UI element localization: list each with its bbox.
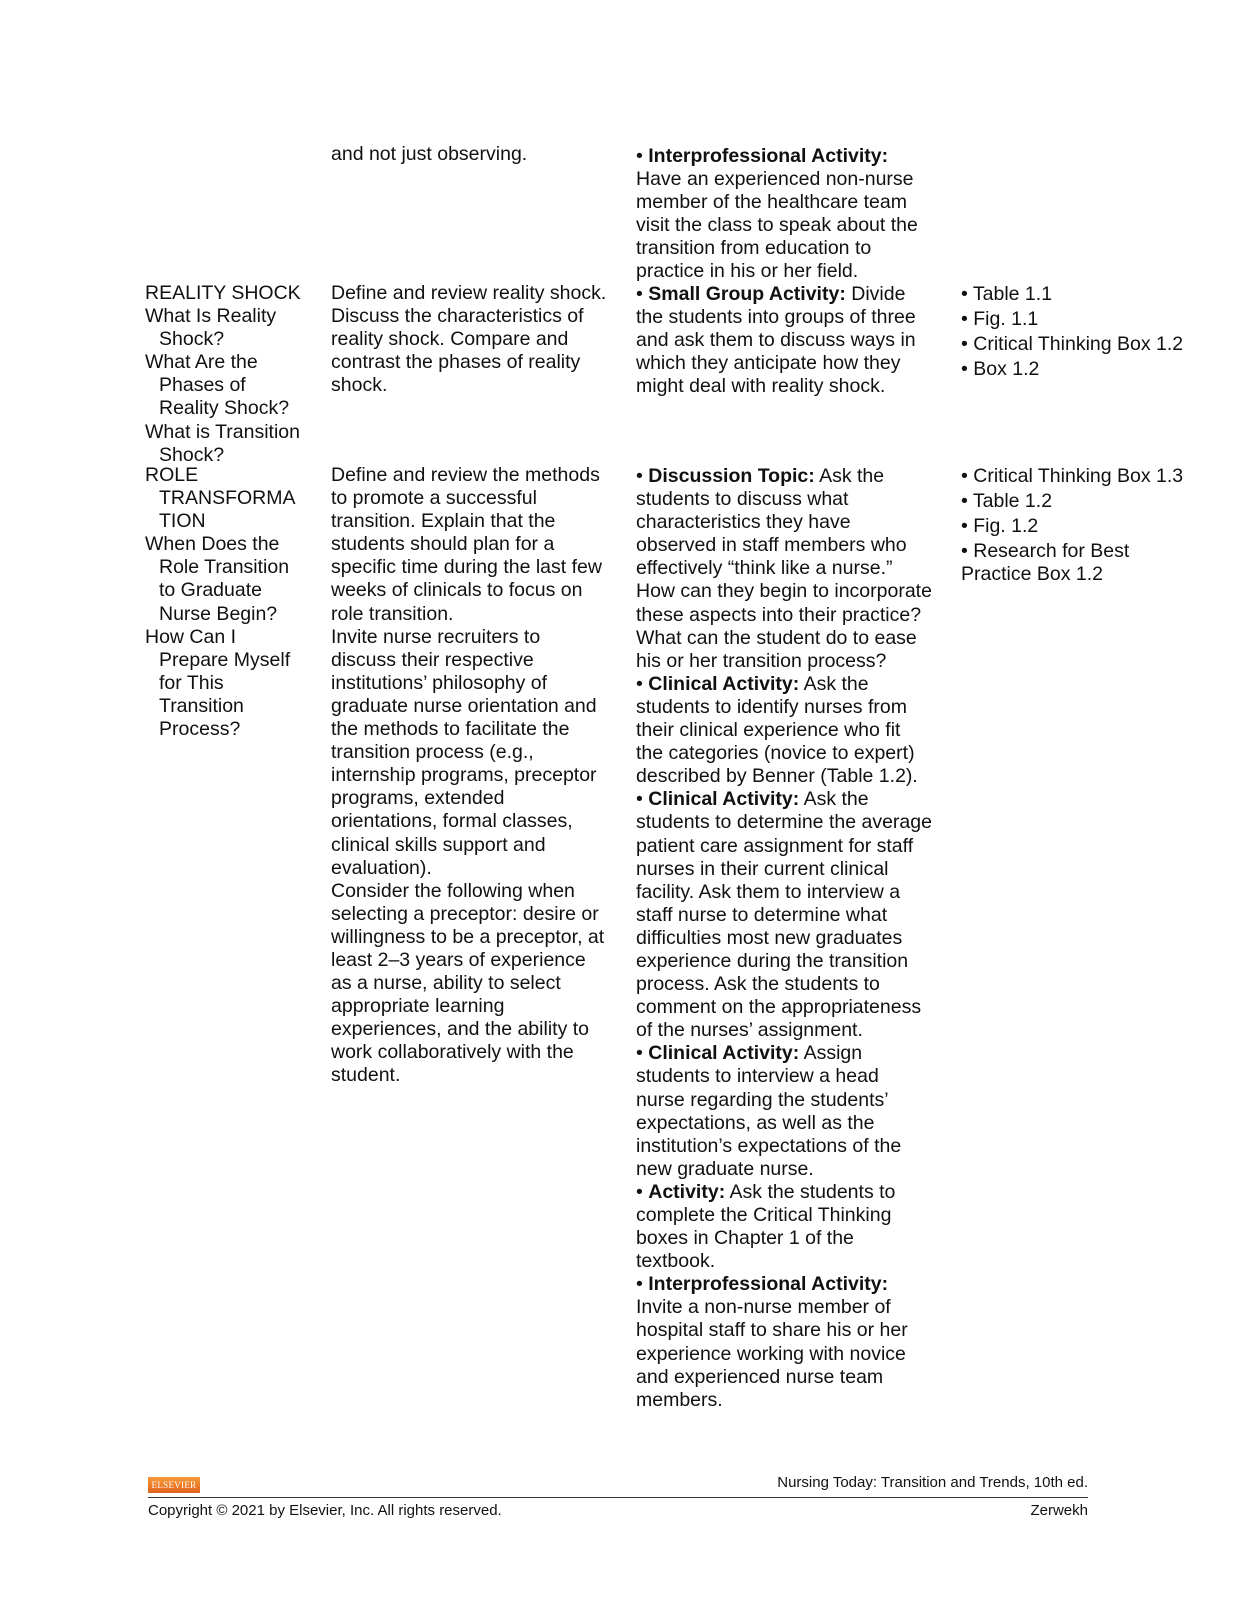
topic-question: What Is Reality (145, 305, 277, 328)
resource-item: • Research for Best (961, 539, 1130, 562)
row1-activities (636, 283, 946, 398)
book-title: Nursing Today: Transition and Trends, 10th ed. (777, 1474, 1088, 1491)
elsevier-logo: ELSEVIER (148, 1477, 200, 1493)
activity-label: Interprofessional Activity: (648, 1273, 889, 1296)
activity-item: • Clinical Activity: Ask the students to identify nurses from their clinical experience who fit the categories (novice to expert) described by Benner (Table 1.2). (636, 672, 918, 788)
topic-question: What is Transition (145, 420, 300, 443)
activity-label: Clinical Activity: (648, 788, 800, 811)
activity-item: • Interprofessional Activity: Have an experienced non-nurse member of the healthcare team visit the class to speak about the transition from education to practice in his or her field. (636, 145, 918, 283)
resource-item: • Critical Thinking Box 1.3 (961, 465, 1184, 487)
activity-label: Small Group Activity: (648, 283, 846, 305)
topic-heading: ROLE (145, 464, 199, 486)
row1-topics: REALITY SHOCK What Is Reality Shock? What Are the Phases of Reality Shock? What is Transition Shock? (145, 282, 315, 467)
activity-label: Discussion Topic: (648, 465, 815, 487)
row0-content (331, 143, 621, 166)
row2-content: Define and review the methods to promote a successful transition. Explain that the students should plan for a specific time during the last few weeks of clinicals to focus on role transition. Invite nurse recruiters to discuss their respective institutions’ philosophy of graduate nurse orientation and the methods to facilitate the transition process (e.g., internship programs, preceptor programs, extended orientations, formal classes, clinical skills support and evaluation). Consider the following when selecting a preceptor: desire or willingness to be a preceptor, at least 2–3 years of experience as a nurse, ability to select appropriate learning experiences, and the ability to work collaboratively with the student. (331, 464, 605, 1087)
activity-label: Activity: (648, 1180, 726, 1203)
resource-item: • Table 1.2 (961, 489, 1053, 512)
activity-label: Clinical Activity: (648, 1042, 800, 1065)
copyright: Copyright © 2021 by Elsevier, Inc. All rights reserved. (148, 1502, 502, 1519)
topic-question: What Are the (145, 351, 258, 374)
row2-activities (636, 465, 946, 1412)
footer-top (148, 1474, 1088, 1496)
topic-heading: REALITY SHOCK (145, 282, 301, 304)
activity-label: Interprofessional Activity: (648, 145, 889, 167)
row0-activities (636, 145, 946, 284)
content-line: and not just observing. (331, 143, 528, 165)
resource-item: • Fig. 1.1 (961, 307, 1039, 330)
resource-item: • Fig. 1.2 (961, 514, 1039, 537)
resource-item: Practice Box 1.2 (961, 562, 1103, 585)
activity-item: • Clinical Activity: Assign students to interview a head nurse regarding the students’ expectations, as well as the institution’s expectations of the new graduate nurse. (636, 1042, 902, 1180)
topic-question: When Does the (145, 533, 280, 556)
resource-item: • Critical Thinking Box 1.2 (961, 332, 1184, 355)
activity-item: • Discussion Topic: Ask the students to discuss what characteristics they have observed in staff members who effectively “think like a nurse.” How can they begin to incorporate these aspects into their practice? What can the student do to ease his or her transition process? (636, 465, 932, 672)
activity-item: • Interprofessional Activity: Invite a non-nurse member of hospital staff to share his or her experience working with novice and experienced nurse team members. (636, 1273, 908, 1411)
topic-question: How Can I (145, 625, 237, 648)
row2-resources (961, 465, 1221, 588)
row2-topics: ROLE TRANSFORMA TION When Does the Role Transition to Graduate Nurse Begin? How Can I Prepare Myself for This Transition Process? (145, 464, 315, 741)
row1-content: Define and review reality shock. Discuss the characteristics of reality shock. Compare and contrast the phases of reality shock. (331, 282, 607, 397)
row1-resources (961, 283, 1221, 383)
resource-item: • Box 1.2 (961, 357, 1040, 380)
activity-item: • Activity: Ask the students to complete the Critical Thinking boxes in Chapter 1 of the textbook. (636, 1180, 896, 1273)
author: Zerwekh (1030, 1502, 1088, 1519)
footer-bottom (148, 1502, 1088, 1519)
footer-divider (148, 1497, 1088, 1498)
activity-item: • Clinical Activity: Ask the students to determine the average patient care assignment for staff nurses in their current clinical facility. Ask them to interview a staff nurse to determine what difficulties most new graduates experience during the transition process. Ask the students to comment on the appropriateness of the nurses’ assignment. (636, 788, 932, 1042)
activity-label: Clinical Activity: (648, 672, 800, 695)
resource-item: • Table 1.1 (961, 283, 1053, 305)
activity-item: • Small Group Activity: Divide the students into groups of three and ask them to discuss ways in which they anticipate how they might deal with reality shock. (636, 283, 916, 398)
